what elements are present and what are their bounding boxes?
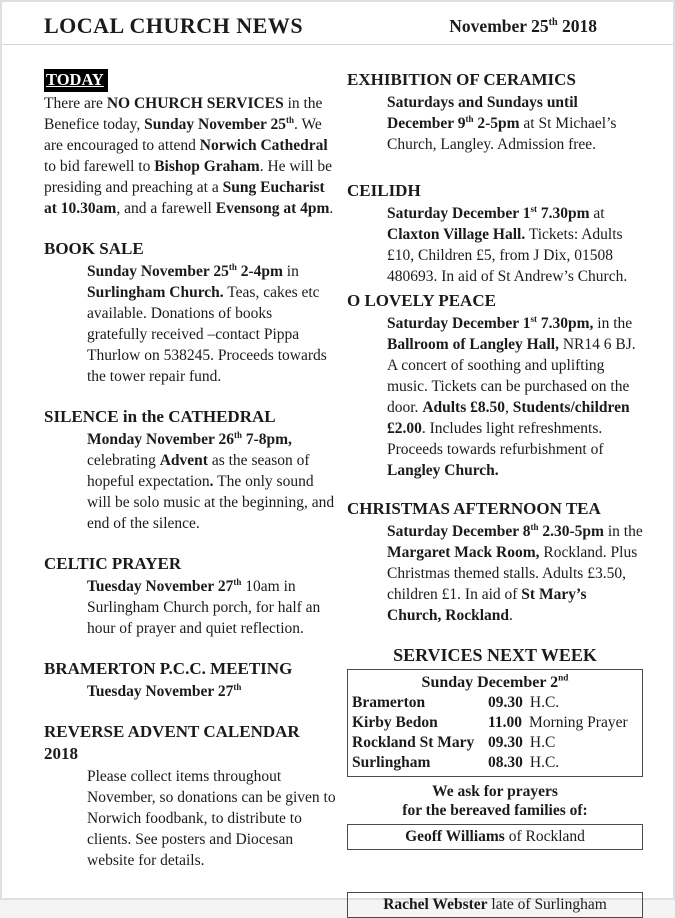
section-body-ceilidh: Saturday December 1st 7.30pm at Claxton Village Hall. Tickets: Adults £10, Children £5, from J Dix, 01508 480693. In aid of St Andrew’s Church. <box>387 203 628 285</box>
section-body-silence: Monday November 26th 7-8pm, celebrating Advent as the season of hopeful expectation. The only sound will be solo music at the beginning, and end of the silence. <box>87 429 335 532</box>
prayers-line-2: for the bereaved families of: <box>402 802 588 819</box>
service-row-surlingham <box>352 753 638 773</box>
content-columns <box>2 45 673 918</box>
service-time: 09.30 <box>488 694 523 711</box>
service-place: Bramerton <box>352 694 426 711</box>
section-heading-today <box>44 69 336 92</box>
section-o-lovely-peace <box>347 290 643 481</box>
service-row-kirby-bedon <box>352 713 638 733</box>
section-ceilidh <box>347 180 643 287</box>
service-place: Kirby Bedon <box>352 714 438 731</box>
service-place: Surlingham <box>352 754 431 771</box>
service-type: Morning Prayer <box>529 714 628 731</box>
section-heading-ceilidh: CEILIDH <box>347 181 421 200</box>
section-today <box>44 69 336 219</box>
header-date: November 25th 2018 <box>449 16 597 36</box>
service-time: 09.30 <box>488 734 523 751</box>
newsletter-header <box>2 2 673 45</box>
services-title: SERVICES NEXT WEEK <box>393 645 597 665</box>
section-heading-celtic-prayer: CELTIC PRAYER <box>44 554 182 573</box>
section-heading-reverse-advent: REVERSE ADVENT CALENDAR 2018 <box>44 722 300 763</box>
section-heading-bramerton-pcc: BRAMERTON P.C.C. MEETING <box>44 659 293 678</box>
section-body-reverse-advent: Please collect items throughout November, so donations can be given to Norwich foodbank, to distribute to clients. See posters and Diocesan website for details. <box>87 768 336 869</box>
prayer-box-geoff-williams: Geoff Williams of Rockland <box>347 824 643 850</box>
page-title: LOCAL CHURCH NEWS <box>44 13 304 38</box>
service-time: 11.00 <box>488 714 523 731</box>
services-date-subtitle: Sunday December 2nd <box>421 673 569 691</box>
section-christmas-afternoon-tea <box>347 498 643 626</box>
section-heading-exhibition: EXHIBITION OF CERAMICS <box>347 70 576 89</box>
section-body-celtic-prayer: Tuesday November 27th 10am in Surlingham Church porch, for half an hour of prayer and quiet reflection. <box>87 576 321 637</box>
section-reverse-advent-calendar <box>44 721 336 871</box>
section-silence-in-the-cathedral <box>44 406 336 534</box>
section-heading-o-lovely-peace: O LOVELY PEACE <box>347 291 496 310</box>
prayers-line-1: We ask for prayers <box>432 783 558 800</box>
section-celtic-prayer <box>44 553 336 639</box>
prayers-section <box>347 782 643 918</box>
prayer-box-rachel-webster: Rachel Webster late of Surlingham <box>347 892 643 918</box>
service-place: Rockland St Mary <box>352 734 475 751</box>
section-body-today: There are NO CHURCH SERVICES in the Benefice today, Sunday November 25th. We are encouraged to attend Norwich Cathedral to bid farewell to Bishop Graham. He will be presiding and preaching at a Sung Eucharist at 10.30am, and a farewell Evensong at 4pm. <box>44 95 334 217</box>
section-heading-silence: SILENCE in the CATHEDRAL <box>44 407 276 426</box>
service-row-bramerton <box>352 693 638 713</box>
service-type: H.C. <box>529 694 560 711</box>
section-heading-christmas-tea: CHRISTMAS AFTERNOON TEA <box>347 499 601 518</box>
service-type: H.C <box>529 734 556 751</box>
service-time: 08.30 <box>488 754 523 771</box>
right-column <box>347 69 643 918</box>
left-column <box>44 69 336 918</box>
section-body-o-lovely-peace: Saturday December 1st 7.30pm, in the Ballroom of Langley Hall, NR14 6 BJ. A concert of soothing and uplifting music. Tickets can be purchased on the door. Adults £8.50, Students/children £2.00. Includes light refreshments. Proceeds towards refurbishment of Langley Church. <box>387 313 636 479</box>
section-heading-book-sale: BOOK SALE <box>44 239 144 258</box>
section-book-sale <box>44 238 336 387</box>
section-body-book-sale: Sunday November 25th 2-4pm in Surlingham Church. Teas, cakes etc available. Donations of books gratefully received –contact Pippa Thurlow on 538245. Proceeds towards the tower repair fund. <box>87 261 327 385</box>
section-exhibition-of-ceramics <box>347 69 643 155</box>
section-body-exhibition: Saturdays and Sundays until December 9th 2-5pm at St Michael’s Church, Langley. Admission free. <box>387 94 617 153</box>
section-body-christmas-tea: Saturday December 8th 2.30-5pm in the Margaret Mack Room, Rockland. Plus Christmas themed stalls. Adults £3.50, children £1. In aid of St Mary’s Church, Rockland. <box>387 521 643 624</box>
service-type: H.C. <box>529 754 560 771</box>
services-table <box>347 669 643 777</box>
section-body-bramerton-pcc: Tuesday November 27th <box>87 681 242 700</box>
today-highlight: TODAY <box>44 69 108 92</box>
service-row-rockland-st-mary <box>352 733 638 753</box>
section-bramerton-pcc-meeting <box>44 658 336 702</box>
services-next-week <box>347 644 643 777</box>
